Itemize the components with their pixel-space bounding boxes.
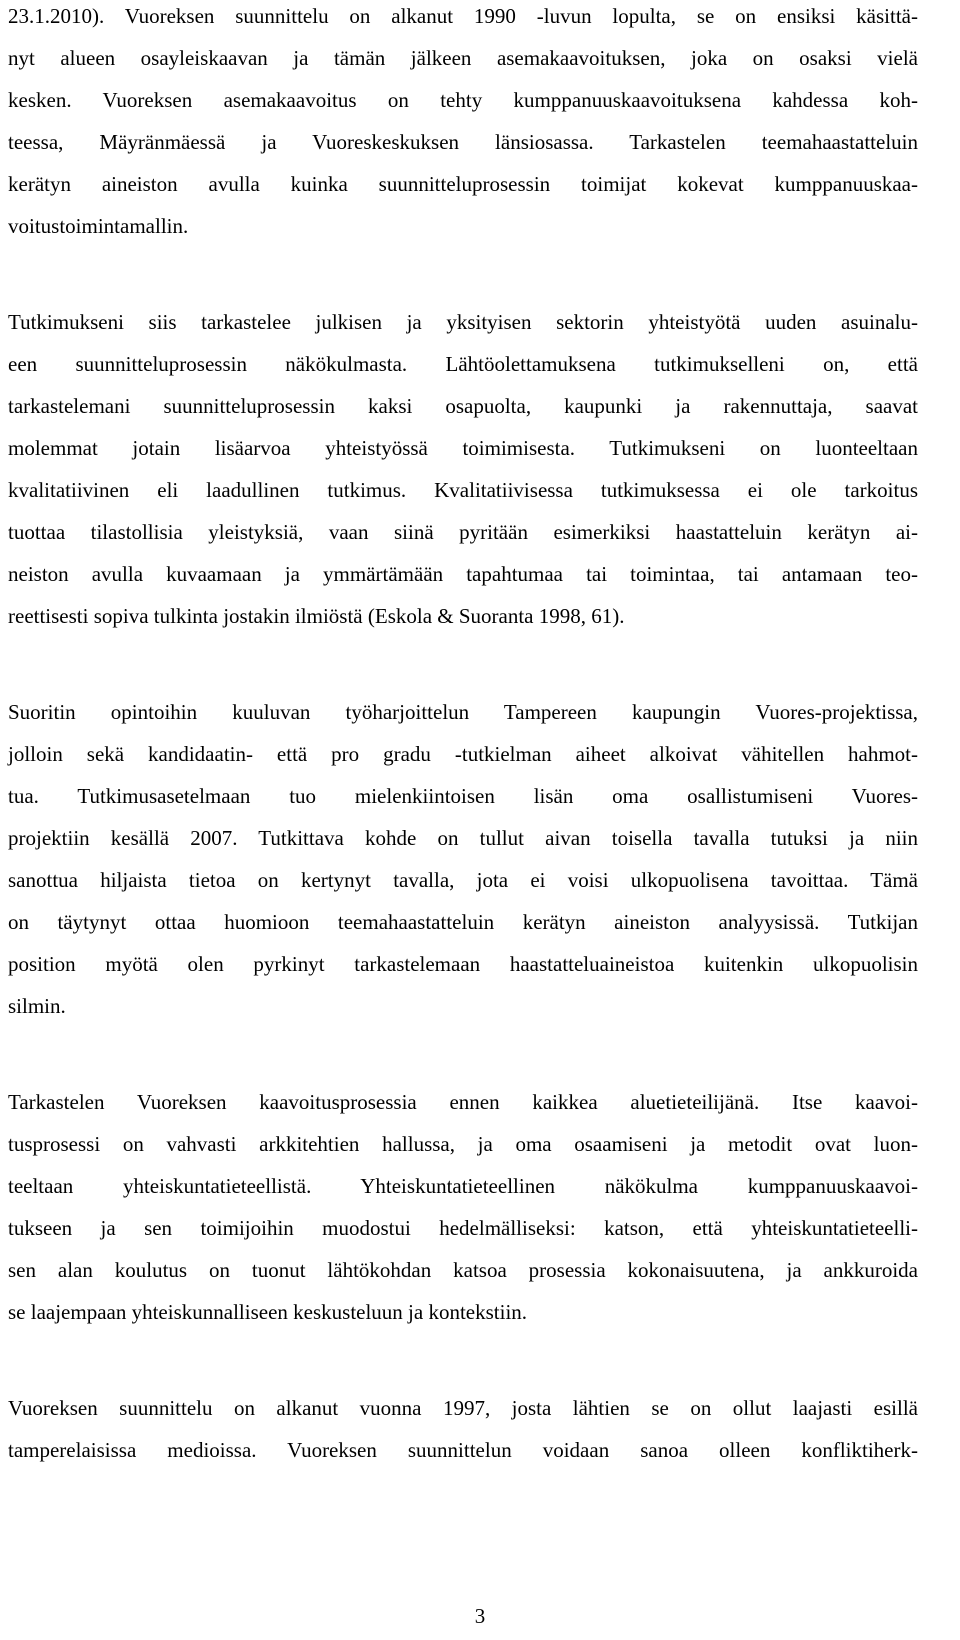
text-line: 23.1.2010). Vuoreksen suunnittelu on alkanut 1990 -luvun lopulta, se on ensiksi käsittä-: [8, 4, 918, 28]
text-line: sanottua hiljaista tietoa on kertynyt tavalla, jota ei voisi ulkopuolisena tavoittaa. Tämä: [8, 868, 918, 892]
text-line: kesken. Vuoreksen asemakaavoitus on tehty kumppanuuskaavoituksena kahdessa koh-: [8, 88, 918, 112]
text-line: silmin.: [8, 994, 66, 1018]
text-line: reettisesti sopiva tulkinta jostakin ilmiöstä (Eskola & Suoranta 1998, 61).: [8, 604, 625, 628]
text-line: molemmat jotain lisäarvoa yhteistyössä toimimisesta. Tutkimukseni on luonteeltaan: [8, 436, 918, 460]
text-line: tukseen ja sen toimijoihin muodostui hedelmälliseksi: katson, että yhteiskuntatieteelli-: [8, 1216, 918, 1240]
text-line: teessa, Mäyränmäessä ja Vuoreskeskuksen länsiosassa. Tarkastelen teemahaastatteluin: [8, 130, 918, 154]
text-line: voitustoimintamallin.: [8, 214, 189, 238]
text-line: kvalitatiivinen eli laadullinen tutkimus. Kvalitatiivisessa tutkimuksessa ei ole tarkoitus: [8, 478, 918, 502]
text-line: Tarkastelen Vuoreksen kaavoitusprosessia ennen kaikkea aluetieteilijänä. Itse kaavoi-: [8, 1090, 918, 1114]
text-line: tusprosessi on vahvasti arkkitehtien hallussa, ja oma osaamiseni ja metodit ovat luon-: [8, 1132, 918, 1156]
text-line: tuottaa tilastollisia yleistyksiä, vaan siinä pyritään esimerkiksi haastatteluin kerätyn ai-: [8, 520, 918, 544]
text-line: tua. Tutkimusasetelmaan tuo mielenkiintoisen lisän oma osallistumiseni Vuores-: [8, 784, 918, 808]
page-number: 3: [474, 1604, 486, 1628]
text-line: kerätyn aineiston avulla kuinka suunnitteluprosessin toimijat kokevat kumppanuuskaa-: [8, 172, 918, 196]
text-line: een suunnitteluprosessin näkökulmasta. Lähtöolettamuksena tutkimukselleni on, että: [8, 352, 918, 376]
text-line: on täytynyt ottaa huomioon teemahaastatteluin kerätyn aineiston analyysissä. Tutkijan: [8, 910, 918, 934]
text-line: jolloin sekä kandidaatin- että pro gradu -tutkielman aiheet alkoivat vähitellen hahmot-: [8, 742, 918, 766]
text-line: tarkastelemani suunnitteluprosessin kaksi osapuolta, kaupunki ja rakennuttaja, saavat: [8, 394, 918, 418]
text-line: projektiin kesällä 2007. Tutkittava kohde on tullut aivan toisella tavalla tutuksi ja niin: [8, 826, 918, 850]
text-line: sen alan koulutus on tuonut lähtökohdan katsoa prosessia kokonaisuutena, ja ankkuroida: [8, 1258, 918, 1282]
text-line: teeltaan yhteiskuntatieteellistä. Yhteiskuntatieteellinen näkökulma kumppanuuskaavoi-: [8, 1174, 918, 1198]
text-line: Suoritin opintoihin kuuluvan työharjoittelun Tampereen kaupungin Vuores-projektissa,: [8, 700, 918, 724]
text-line: se laajempaan yhteiskunnalliseen keskusteluun ja kontekstiin.: [8, 1300, 528, 1324]
text-line: tamperelaisissa medioissa. Vuoreksen suunnittelun voidaan sanoa olleen konfliktiherk-: [8, 1438, 918, 1462]
text-line: neiston avulla kuvaamaan ja ymmärtämään tapahtumaa tai toimintaa, tai antamaan teo-: [8, 562, 918, 586]
text-line: Vuoreksen suunnittelu on alkanut vuonna 1997, josta lähtien se on ollut laajasti esillä: [8, 1396, 918, 1420]
text-line: Tutkimukseni siis tarkastelee julkisen ja yksityisen sektorin yhteistyötä uuden asuinalu-: [8, 310, 918, 334]
text-line: nyt alueen osayleiskaavan ja tämän jälkeen asemakaavoituksen, joka on osaksi vielä: [8, 46, 918, 70]
text-line: position myötä olen pyrkinyt tarkastelemaan haastatteluaineistoa kuitenkin ulkopuolisin: [8, 952, 918, 976]
